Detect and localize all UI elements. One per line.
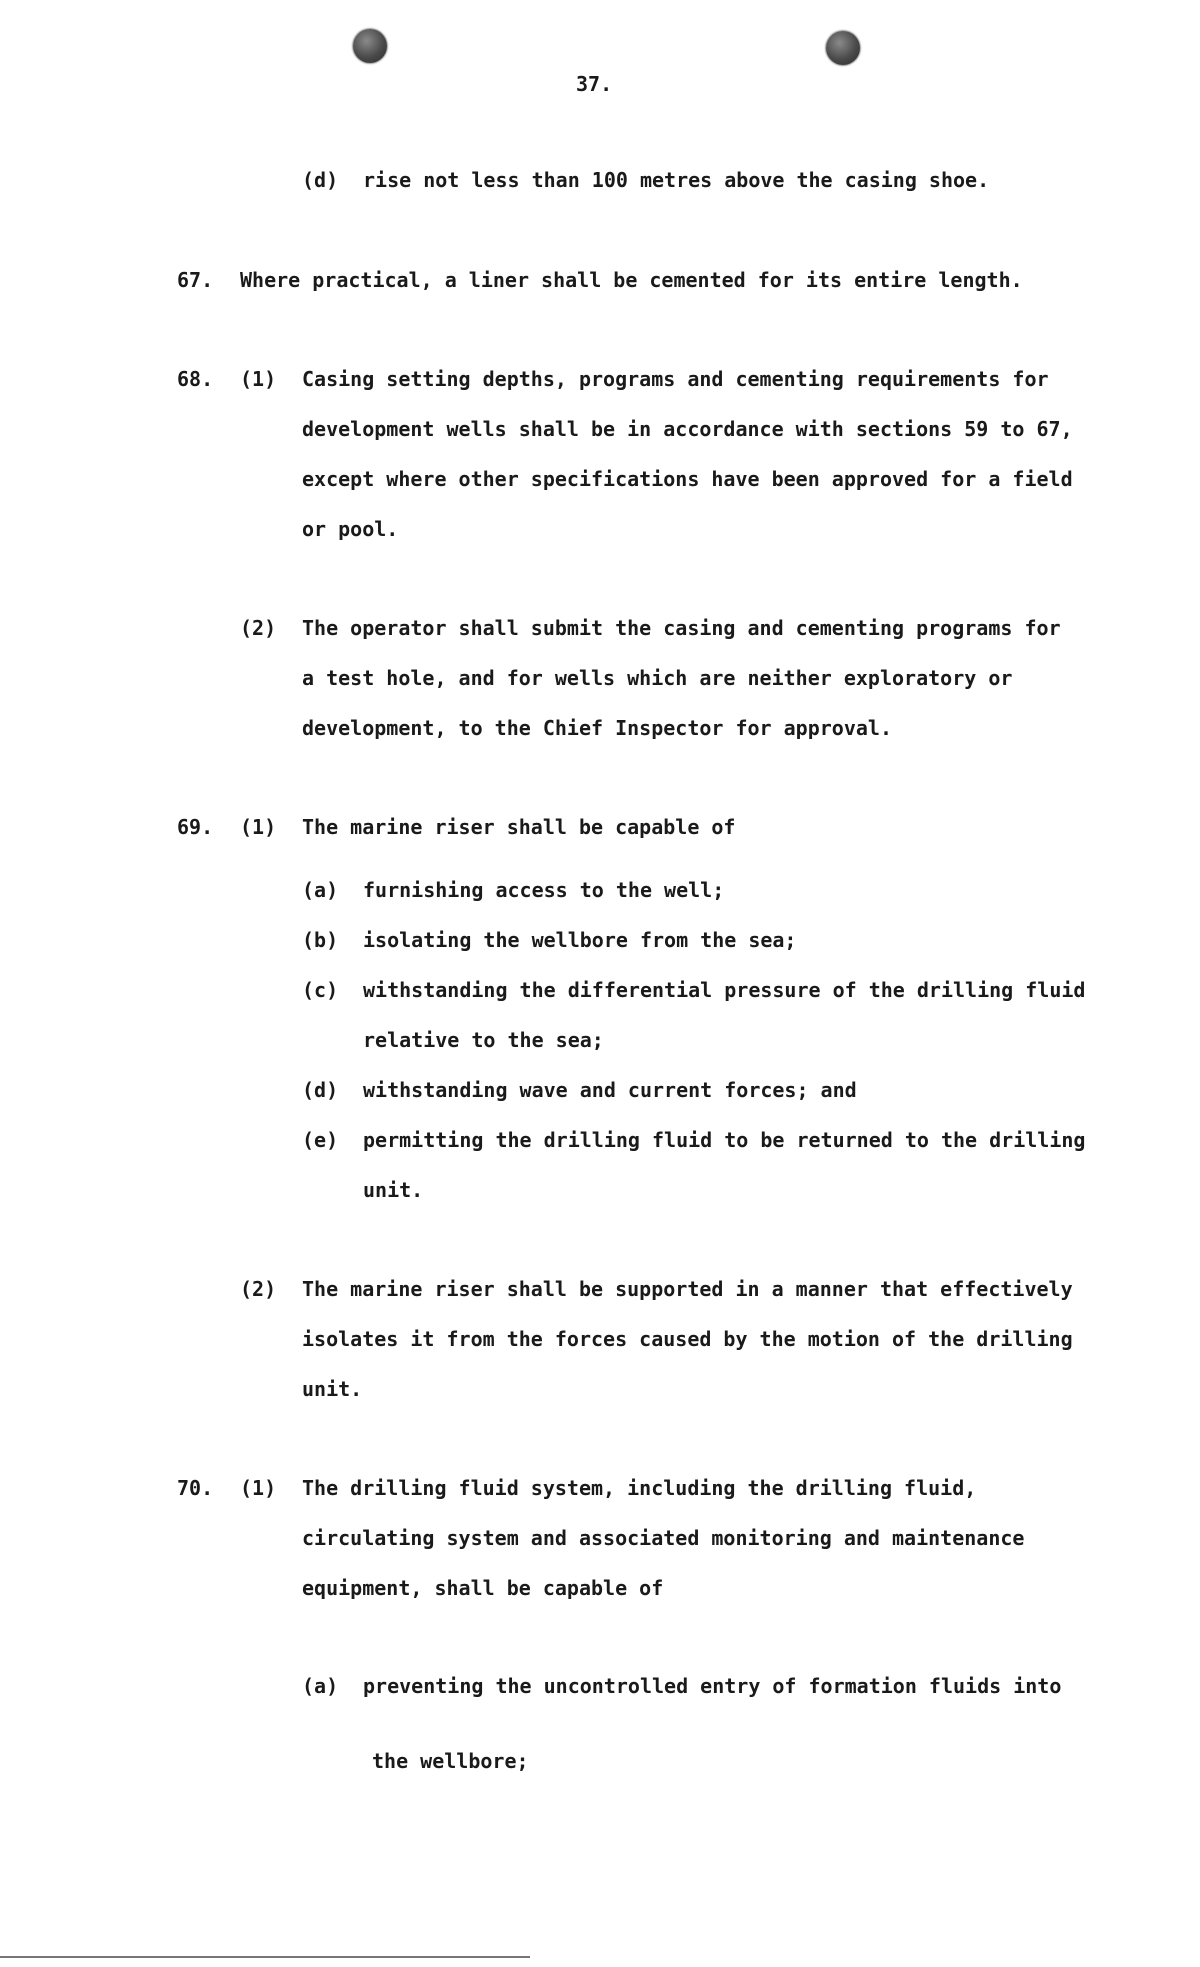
- binder-hole-right: [826, 31, 860, 65]
- page-number: 37.: [576, 72, 613, 96]
- text-line: The marine riser shall be capable of: [302, 815, 736, 839]
- section-number: 69.: [177, 815, 214, 839]
- text-line: The drilling fluid system, including the drilling fluid,: [302, 1476, 977, 1500]
- section-number: (d): [302, 168, 339, 192]
- text-line: except where other specifications have been approved for a field: [302, 467, 1073, 491]
- text-line: the wellbore;: [372, 1749, 529, 1773]
- text-line: development wells shall be in accordance with sections 59 to 67,: [302, 417, 1073, 441]
- section-number: 68.: [177, 367, 214, 391]
- text-line: rise not less than 100 metres above the casing shoe.: [363, 168, 990, 192]
- section-number: 70.: [177, 1476, 214, 1500]
- text-line: equipment, shall be capable of: [302, 1576, 664, 1600]
- text-line: or pool.: [302, 517, 399, 541]
- subsection-label: (2): [240, 616, 277, 640]
- section-number: 67.: [177, 268, 214, 292]
- subsection-label: (b): [302, 928, 339, 952]
- text-line: isolates it from the forces caused by the motion of the drilling: [302, 1327, 1073, 1351]
- subsection-label: (a): [302, 1674, 339, 1698]
- text-line: preventing the uncontrolled entry of formation fluids into: [363, 1674, 1062, 1698]
- text-line: isolating the wellbore from the sea;: [363, 928, 797, 952]
- subsection-label: (1): [240, 815, 277, 839]
- text-line: The operator shall submit the casing and cementing programs for: [302, 616, 1061, 640]
- subsection-label: (1): [240, 1476, 277, 1500]
- text-line: unit.: [302, 1377, 363, 1401]
- text-line: withstanding the differential pressure of the drilling fluid: [363, 978, 1086, 1002]
- text-line: Where practical, a liner shall be cemented for its entire length.: [240, 268, 1023, 292]
- text-line: withstanding wave and current forces; and: [363, 1078, 857, 1102]
- subsection-label: (a): [302, 878, 339, 902]
- text-line: development, to the Chief Inspector for approval.: [302, 716, 893, 740]
- subsection-label: (e): [302, 1128, 339, 1152]
- text-line: furnishing access to the well;: [363, 878, 725, 902]
- text-line: permitting the drilling fluid to be returned to the drilling: [363, 1128, 1086, 1152]
- subsection-label: (d): [302, 1078, 339, 1102]
- text-line: Casing setting depths, programs and cementing requirements for: [302, 367, 1049, 391]
- text-line: relative to the sea;: [363, 1028, 604, 1052]
- text-line: The marine riser shall be supported in a manner that effectively: [302, 1277, 1073, 1301]
- bottom-rule: [0, 1956, 530, 1958]
- text-line: circulating system and associated monitoring and maintenance: [302, 1526, 1025, 1550]
- text-line: a test hole, and for wells which are neither exploratory or: [302, 666, 1013, 690]
- binder-hole-left: [353, 29, 387, 63]
- subsection-label: (2): [240, 1277, 277, 1301]
- subsection-label: (1): [240, 367, 277, 391]
- text-line: unit.: [363, 1178, 424, 1202]
- subsection-label: (c): [302, 978, 339, 1002]
